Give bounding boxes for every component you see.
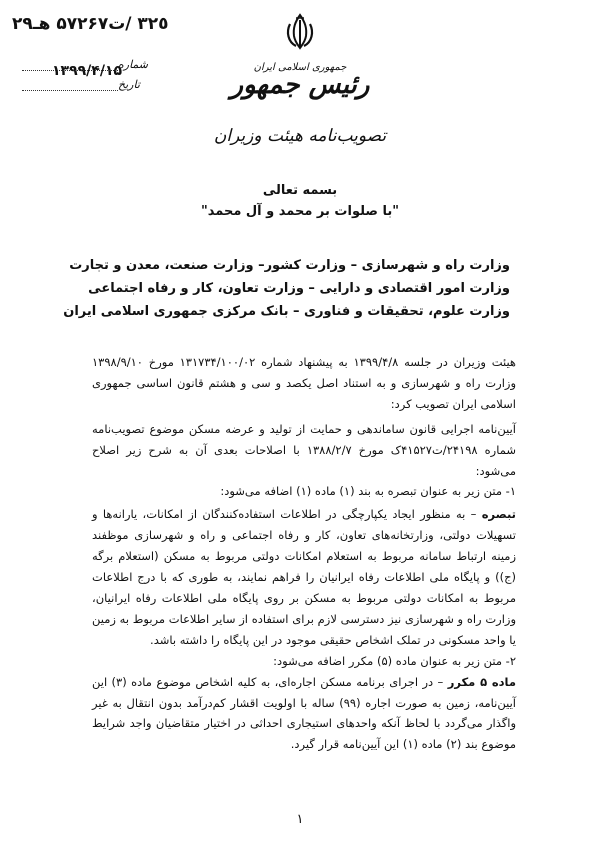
article-text: – در اجرای برنامه مسکن اجاره‌ای، به کلیه اشخاص موضوع ماده (۳) این آیین‌نامه، زمین به صورت اجاره (۹۹) ساله با اولویت اقشار کم‌درآمد بدون انتقال به غیر واگذار می‌گردد با لحاظ آنکه واحدهای استیجاری احداثی در اختیار متقاضیان واجد شرایط موضوع بند (۲) ماده (۱) این آیین‌نامه قرار گیرد. (92, 674, 517, 752)
iran-emblem-icon (282, 12, 318, 52)
regulation-paragraph: آیین‌نامه اجرایی قانون ساماندهی و حمایت از تولید و عرضه مسکن موضوع تصویب‌نامه شماره ۲۴۱۹۸/ت۴۱۵۲۷ک مورخ ۱۳۸۸/۲/۷ با اصلاحات بعدی آن به شرح زیر اصلاح می‌شود: (92, 421, 516, 478)
addressee-line-2: وزارت امور اقتصادی و دارایی – وزارت تعاون، کار و رفاه اجتماعی (88, 281, 510, 296)
note-paragraph (92, 504, 516, 650)
decree-title: تصویب‌نامه هیئت وزیران (213, 126, 387, 146)
addressee-line-3: وزارت علوم، تحقیقات و فناوری – بانک مرکزی جمهوری اسلامی ایران (63, 304, 510, 319)
item-1-heading: ۱- متن زیر به عنوان تبصره به بند (۱) ماده (۱) اضافه می‌شود: (220, 484, 516, 499)
note-label: تبصره (481, 507, 516, 522)
article-label: ماده ۵ مکرر (447, 674, 516, 689)
republic-label: جمهوری اسلامی ایران (253, 62, 347, 73)
page-number: ۱ (296, 812, 304, 827)
number-date-block (22, 58, 149, 100)
date-line (22, 90, 118, 91)
basmala: بسمه تعالی (262, 183, 338, 198)
decree-date: ۱۳۹۹/۴/۱۵ (52, 63, 123, 79)
intro-paragraph: هیئت وزیران در جلسه ۱۳۹۹/۴/۸ به پیشنهاد شماره ۱۳۱۷۳۴/۱۰۰/۰۲ مورخ ۱۳۹۸/۹/۱۰ وزارت راه و شهرسازی و به استناد اصل یکصد و سی و هشتم قانون اساسی جمهوری اسلامی ایران تصویب کرد: (92, 355, 516, 411)
item-2-heading: ۲- متن زیر به عنوان ماده (۵) مکرر اضافه می‌شود: (273, 653, 516, 668)
number-line (22, 70, 118, 71)
number-label: شماره (118, 58, 149, 71)
president-title: رئیس جمهور (230, 70, 370, 100)
article-paragraph (92, 672, 516, 756)
decree-body (92, 352, 516, 755)
note-text: – به منظور ایجاد یکپارچگی در اطلاعات استفاده‌کنندگان از امکانات، یارانه‌ها و تسهیلات دولتی، وزارتخانه‌های تعاون، کار و رفاه اجتماعی و راه و شهرسازی موظفند زمینه ارتباط سامانه مربوط به استعلام امکانات دولتی مربوط به مسکن (استعلام برگه (ج)) و پایگاه ملی اطلاعات رفاه ایرانیان را فراهم نمایند، به طوری که با درج اطلاعات مربوط به امکانات دولتی مربوط به مسکن بر روی پایگاه ملی اطلاعات رفاه ایرانیان، وزارت راه و شهرسازی نیز دسترسی لازم برای استفاده از سایر اطلاعات مربوط به زمین یا واحد مسکونی در تملک اشخاص حقیقی موجود در این پایگاه را داشته باشد. (92, 507, 516, 647)
reference-number: ٢۹٣٢٥ /ت۵۷۲۶۷ هـ (12, 14, 169, 34)
addressee-line-1: وزارت راه و شهرسازی – وزارت کشور– وزارت صنعت، معدن و تجارت (69, 258, 510, 273)
salawat: "با صلوات بر محمد و آل محمد" (200, 204, 400, 219)
date-label: تاریخ (118, 78, 140, 91)
